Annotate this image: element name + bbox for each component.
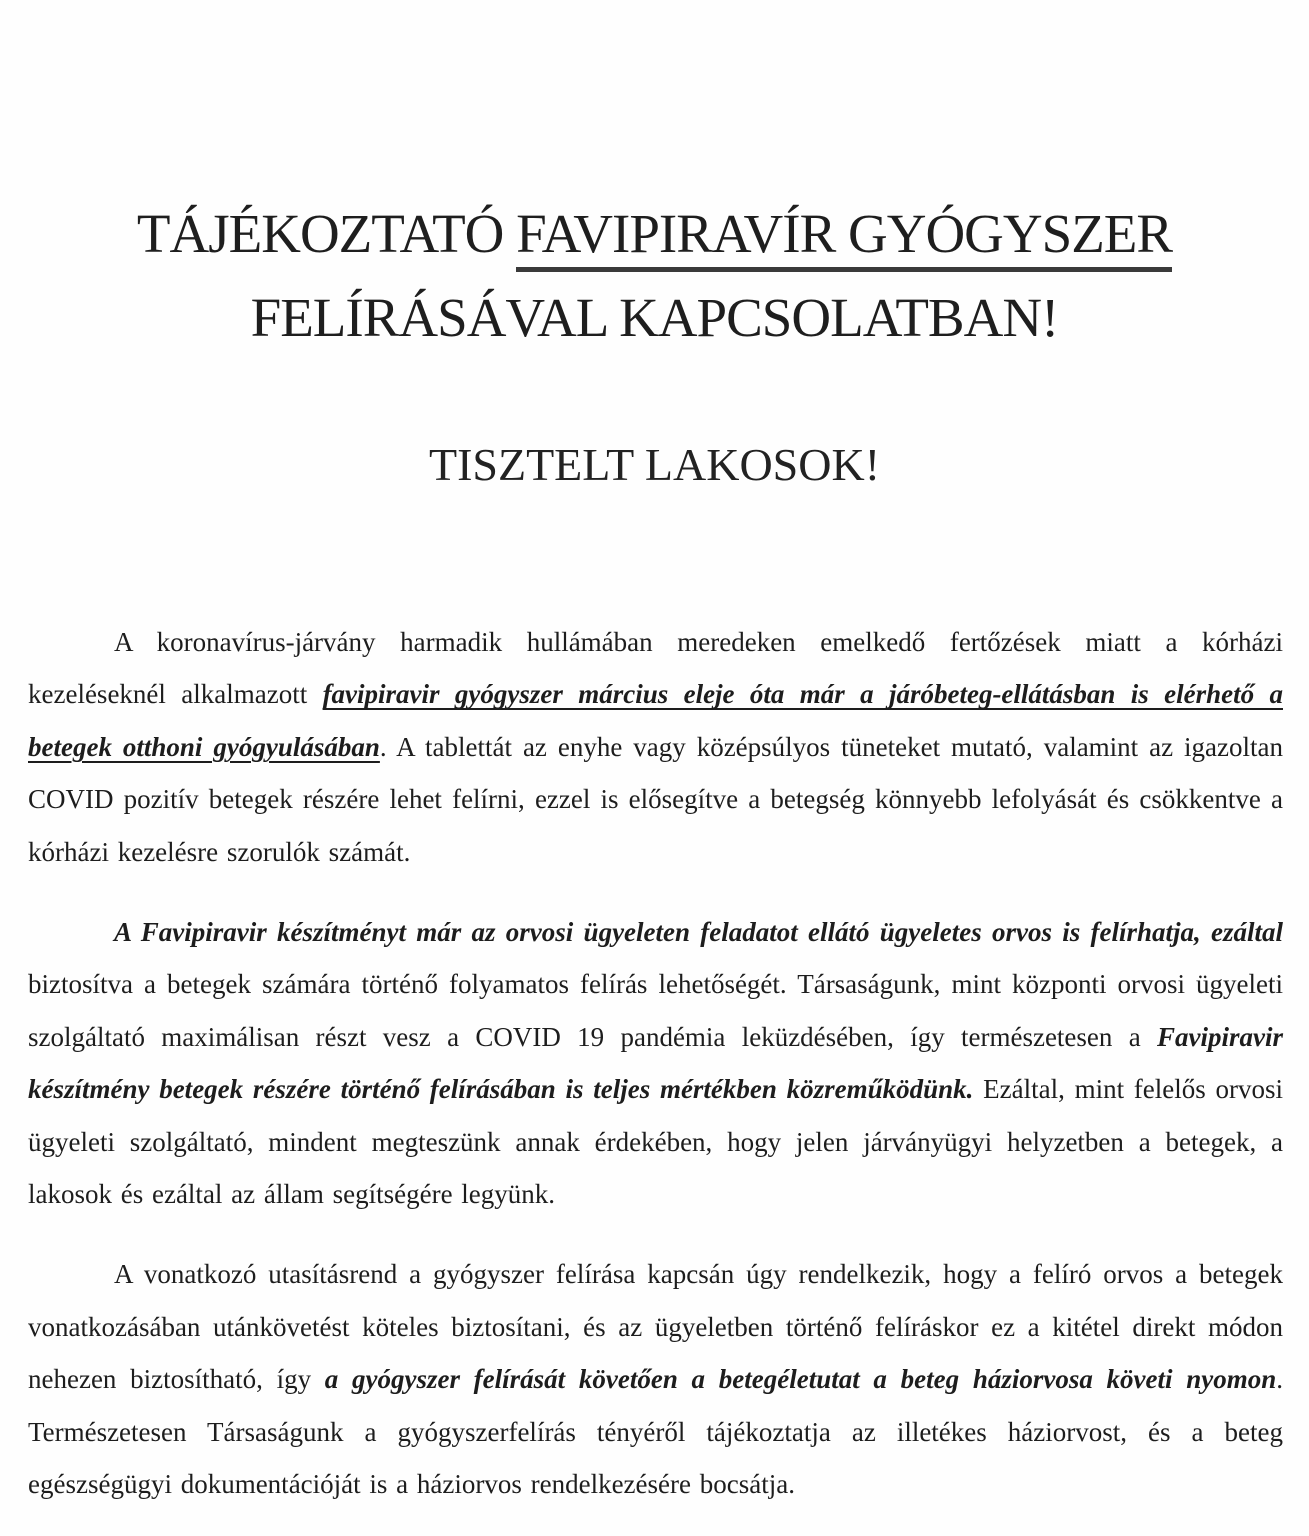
title-line-1 (0, 192, 1309, 276)
text-run: A Favipiravir készítményt már az orvosi ügyeleten feladatot ellátó ügyeletes orvos is felírhatja, ezáltal (114, 917, 1283, 948)
text-run: Ezáltal, mint felelős orvosi ügyeleti szolgáltató, mindent megteszünk annak érdekében, hogy jelen járványügyi helyzetben a betegek, a lakosok és ezáltal az állam segítségére legyünk. (28, 1074, 1283, 1210)
text-run: biztosítva a betegek számára történő folyamatos felírás lehetőségét. Társaságunk, mint központi orvosi ügyeleti szolgáltató maximálisan részt vesz a COVID 19 pandémia leküzdésében, így természetesen a (28, 969, 1283, 1052)
paragraph (28, 1248, 1283, 1510)
title-text: TÁJÉKOZTATÓ (136, 203, 517, 264)
text-run: . A tablettát az enyhe vagy középsúlyos tüneteket mutató, valamint az igazoltan COVID pozitív betegek részére lehet felírni, ezzel is elősegítve a betegség könnyebb lefolyását és csökkentve a kórházi kezelésre szorulók számát. (28, 731, 1283, 867)
document-title (0, 192, 1309, 360)
paragraph (28, 616, 1283, 878)
text-run: . Természetesen Társaságunk a gyógyszerfelírás tényéről tájékoztatja az illetékes háziorvost, és a beteg egészségügyi dokumentációját is a háziorvos rendelkezésére bocsátja. (28, 1364, 1283, 1500)
text-run: Favipiravir készítmény betegek részére történő felírásában is teljes mértékben közreműködünk. (28, 1021, 1283, 1105)
title-underlined-text: FAVIPIRAVÍR GYÓGYSZER (516, 203, 1172, 272)
text-run: a gyógyszer felírását követően a betegéletutat a beteg háziorvosa követi nyomon (324, 1364, 1277, 1395)
text-run: A vonatkozó utasításrend a gyógyszer felírása kapcsán úgy rendelkezik, hogy a felíró orvos a betegek vonatkozásában utánkövetést köteles biztosítani, és az ügyeletben történő felíráskor ez a kitétel direkt módon nehezen biztosítható, így (28, 1259, 1283, 1395)
document-subtitle: TISZTELT LAKOSOK! (428, 439, 881, 490)
text-run: favipiravir gyógyszer március eleje óta már a járóbeteg-ellátásban is elérhető a betegek otthoni gyógyulásában (28, 679, 1283, 762)
title-line-2: FELÍRÁSÁVAL KAPCSOLATBAN! (250, 287, 1059, 348)
paragraph (28, 906, 1283, 1220)
document-body (28, 616, 1283, 1536)
text-run: A koronavírus-járvány harmadik hullámában meredeken emelkedő fertőzések miatt a kórházi kezeléseknél alkalmazott (28, 627, 1283, 710)
